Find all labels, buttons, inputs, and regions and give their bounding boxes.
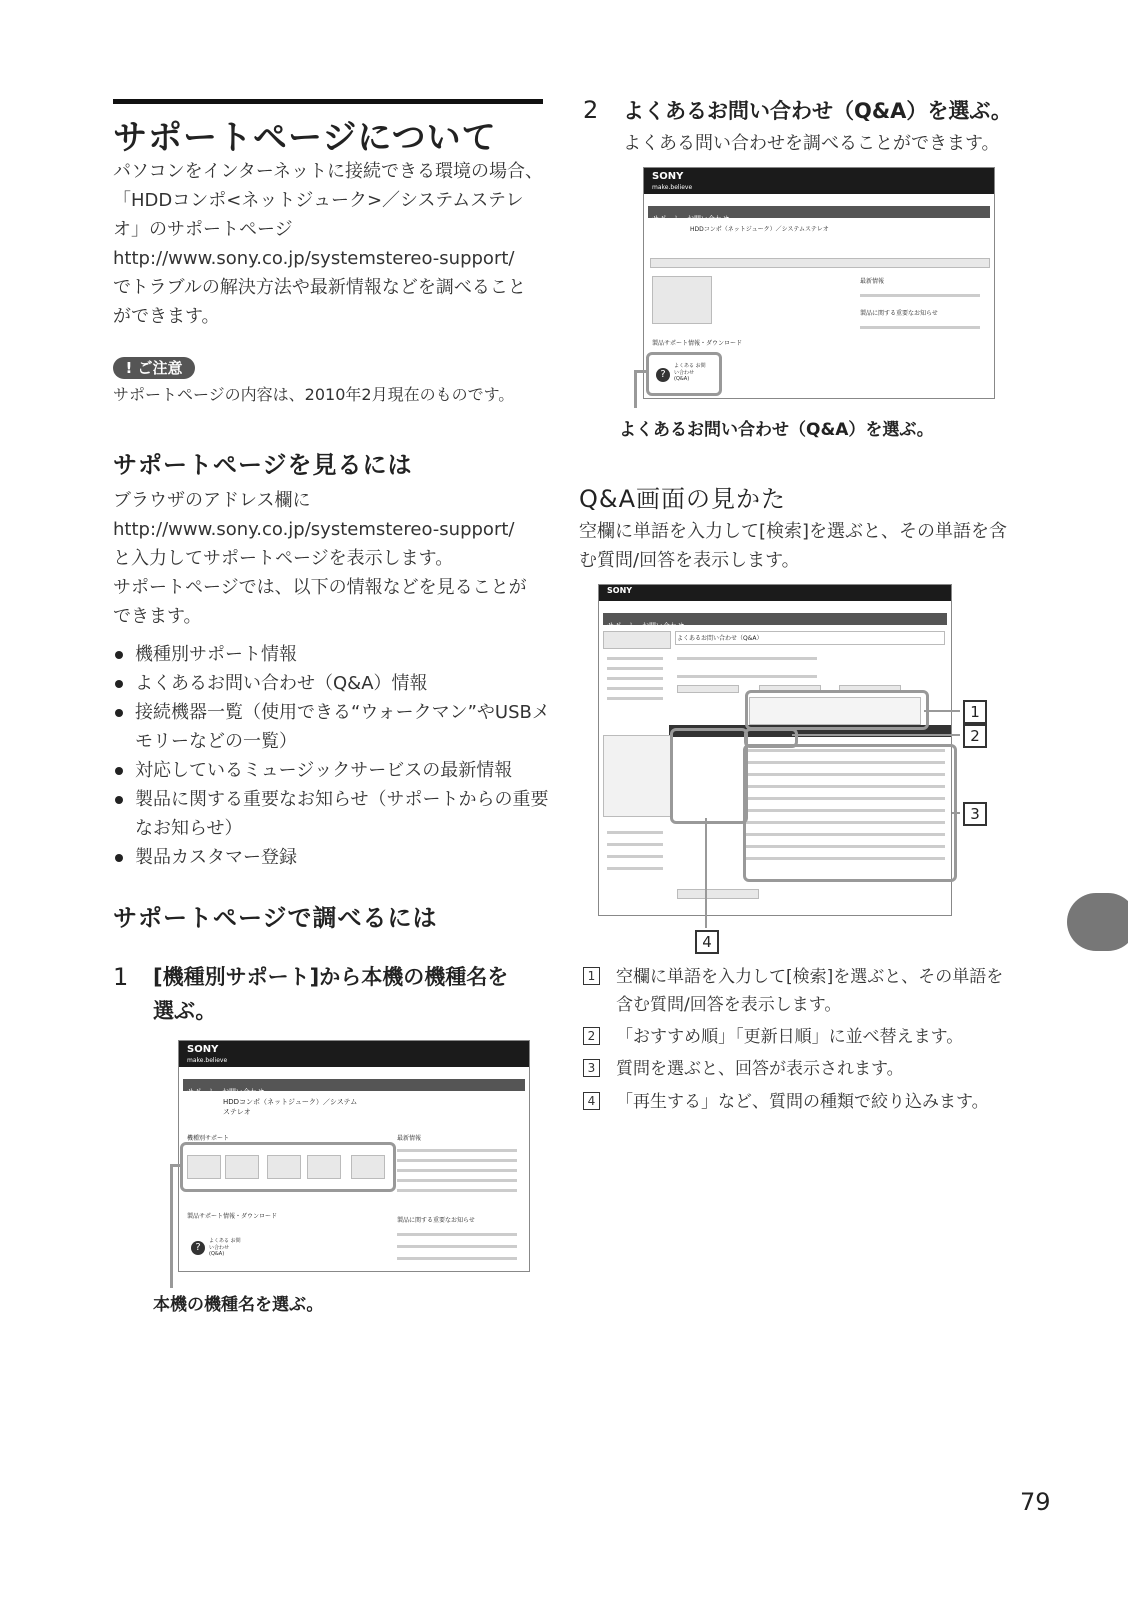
list-item: 製品カスタマー登録 <box>113 843 553 872</box>
step-number: 1 <box>113 963 129 991</box>
step2-caption: よくあるお問い合わせ（Q&A）を選ぶ。 <box>619 420 934 440</box>
legend-item: 1 空欄に単語を入力して[検索]を選ぶと、その単語を含む質問/回答を表示します。 <box>583 963 1013 1019</box>
screen-model-support: 機種別サポート <box>187 1135 230 1142</box>
legend-item: 4 「再生する」など、質問の種類で絞り込みます。 <box>583 1088 1013 1116</box>
screen-important: 製品に関する重要なお知らせ <box>397 1217 475 1224</box>
step1-caption: 本機の機種名を選ぶ。 <box>153 1295 324 1315</box>
screen-header <box>599 585 951 601</box>
step-text: よくあるお問い合わせ（Q&A）を選ぶ。 <box>623 99 1012 123</box>
screen-header <box>179 1041 529 1067</box>
sony-logo: SONY <box>607 586 633 595</box>
step-text: 選ぶ。 <box>153 999 217 1023</box>
screen-download: 製品サポート情報・ダウンロード <box>652 340 743 347</box>
screen-header <box>644 168 994 194</box>
search-highlight <box>745 690 929 730</box>
page-title: サポートページについて <box>113 118 497 158</box>
qa-line: 空欄に単語を入力して[検索]を選ぶと、その単語を含 <box>579 521 1008 542</box>
screen-faq-button[interactable]: よくある お問い合わせ (Q&A) <box>209 1238 241 1257</box>
intro-url: http://www.sony.co.jp/systemstereo-support/ <box>113 248 515 269</box>
help-icon: ? <box>191 1241 205 1255</box>
search-heading: サポートページで調べるには <box>113 904 438 932</box>
step-text: [機種別サポート]から本機の機種名を <box>153 965 509 989</box>
view-url: http://www.sony.co.jp/systemstereo-support/ <box>113 519 515 540</box>
view-line: サポートページでは、以下の情報などを見ることが <box>113 577 527 598</box>
faq-highlight <box>646 352 722 396</box>
step-desc: よくある問い合わせを調べることができます。 <box>623 133 1000 154</box>
intro-line: 「HDDコンポ<ネットジューク>／システムステレ <box>113 190 524 211</box>
screen-faq-button[interactable]: よくある お問い合わせ (Q&A) <box>674 363 706 382</box>
marker-3: 3 <box>963 802 987 826</box>
screen-important: 製品に関する重要なお知らせ <box>860 310 938 317</box>
model-highlight <box>180 1142 396 1192</box>
screen-news: 最新情報 <box>860 278 885 285</box>
screen-news: 最新情報 <box>397 1135 422 1142</box>
screen-download: 製品サポート情報・ダウンロード <box>187 1213 278 1220</box>
screen-product: HDDコンポ（ネットジューク）／システムステレオ <box>223 1098 358 1116</box>
screen-band: サポート・お問い合わせ <box>603 613 947 625</box>
sony-logo: SONY make.believe <box>187 1044 228 1064</box>
list-item: 機種別サポート情報 <box>113 640 553 669</box>
intro-line: パソコンをインターネットに接続できる環境の場合、 <box>113 161 544 182</box>
view-line: できます。 <box>113 606 202 627</box>
screen-band: サポート・お問い合わせ <box>183 1079 525 1091</box>
intro-line: ができます。 <box>113 306 220 327</box>
list-item: 接続機器一覧（使用できる“ウォークマン”やUSBメモリーなどの一覧） <box>113 698 553 756</box>
qa-heading: Q&A画面の見かた <box>579 485 787 513</box>
caution-text: サポートページの内容は、2010年2月現在のものです。 <box>113 385 515 404</box>
help-icon: ? <box>656 368 670 382</box>
caution-badge: ! ご注意 <box>113 357 195 379</box>
title-rule <box>113 99 543 104</box>
filter-highlight <box>670 728 748 824</box>
qa-line: む質問/回答を表示します。 <box>579 550 800 571</box>
sony-logo: SONY make.believe <box>652 171 693 191</box>
view-line: と入力してサポートページを表示します。 <box>113 548 454 569</box>
legend-item: 2 「おすすめ順」「更新日順」に並べ替えます。 <box>583 1023 1013 1051</box>
step-number: 2 <box>583 96 599 124</box>
list-item: 製品に関する重要なお知らせ（サポートからの重要なお知らせ） <box>113 785 553 843</box>
product-image <box>652 276 712 324</box>
screen-band: サポート・お問い合わせ <box>648 206 990 218</box>
screen-product: HDDコンポ（ネットジューク）／システムステレオ <box>690 226 829 233</box>
marker-1: 1 <box>963 700 987 724</box>
marker-4: 4 <box>695 930 719 954</box>
view-heading: サポートページを見るには <box>113 451 413 479</box>
list-item: 対応しているミュージックサービスの最新情報 <box>113 756 553 785</box>
intro-line: でトラブルの解決方法や最新情報などを調べること <box>113 277 526 298</box>
marker-2: 2 <box>963 724 987 748</box>
intro-line: オ」のサポートページ <box>113 219 293 240</box>
view-line: ブラウザのアドレス欄に <box>113 490 311 511</box>
screen-faq-title: よくあるお問い合わせ（Q&A） <box>677 635 763 642</box>
chapter-tab <box>1067 893 1128 951</box>
page-number: 79 <box>1020 1488 1051 1516</box>
feature-list <box>113 640 553 872</box>
legend-item: 3 質問を選ぶと、回答が表示されます。 <box>583 1055 1013 1083</box>
question-list-highlight <box>743 744 957 882</box>
list-item: よくあるお問い合わせ（Q&A）情報 <box>113 669 553 698</box>
category-filter[interactable] <box>603 735 671 817</box>
